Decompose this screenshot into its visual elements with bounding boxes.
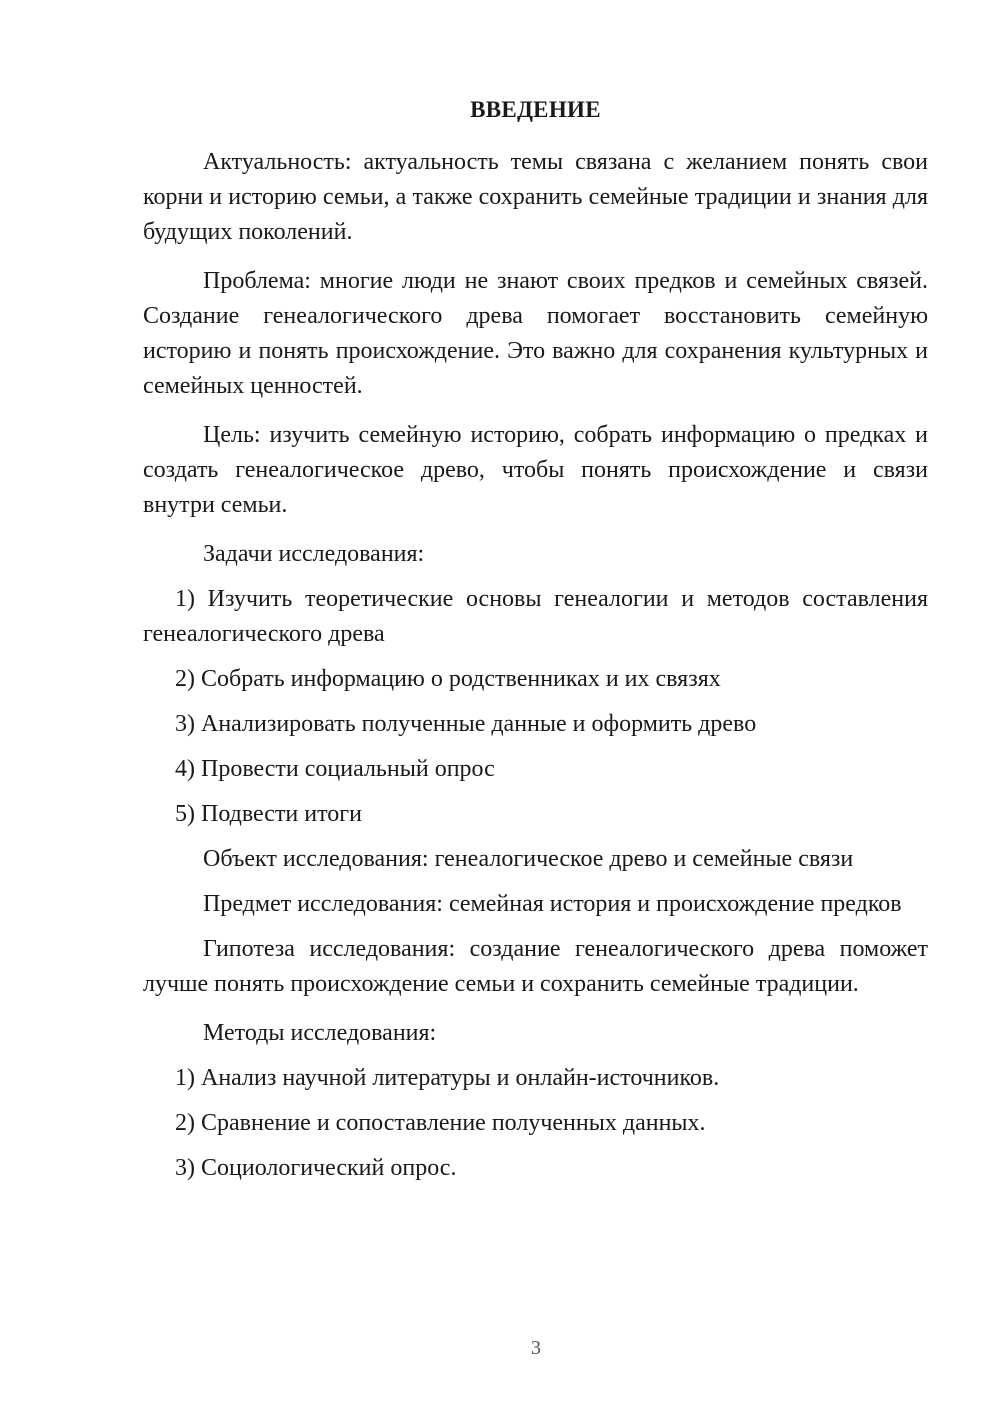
tasks-heading: Задачи исследования: <box>203 541 425 567</box>
task-item-5: 5) Подвести итоги <box>175 801 362 827</box>
method-item-2: 2) Сравнение и сопоставление полученных данных. <box>175 1110 706 1136</box>
relevance-paragraph: Актуальность: актуальность темы связана с желанием понять свои корни и историю семьи, а также сохранить семейные традиции и знания для будущих поколений. <box>143 149 928 245</box>
task-item-3: 3) Анализировать полученные данные и оформить древо <box>175 711 757 737</box>
object-paragraph: Объект исследования: генеалогическое древо и семейные связи <box>203 846 854 872</box>
task-item-2: 2) Собрать информацию о родственниках и их связях <box>175 666 721 692</box>
hypothesis-paragraph: Гипотеза исследования: создание генеалогического древа поможет лучше понять происхождение семьи и сохранить семейные традиции. <box>143 936 928 997</box>
section-title: ВВЕДЕНИЕ <box>470 97 601 122</box>
page-content <box>143 92 928 1196</box>
problem-paragraph: Проблема: многие люди не знают своих предков и семейных связей. Создание генеалогического древа помогает восстановить семейную историю и понять происхождение. Это важно для сохранения культурных и семейных ценностей. <box>143 268 928 399</box>
method-item-1: 1) Анализ научной литературы и онлайн-источников. <box>175 1065 720 1091</box>
method-item-3: 3) Социологический опрос. <box>175 1155 457 1181</box>
methods-heading: Методы исследования: <box>203 1020 437 1046</box>
task-item-4: 4) Провести социальный опрос <box>175 756 495 782</box>
task-item-1: 1) Изучить теоретические основы генеалогии и методов составления генеалогического древа <box>143 586 928 647</box>
page-number: 3 <box>531 1337 541 1359</box>
goal-paragraph: Цель: изучить семейную историю, собрать информацию о предках и создать генеалогическое древо, чтобы понять происхождение и связи внутри семьи. <box>143 422 928 518</box>
subject-paragraph: Предмет исследования: семейная история и происхождение предков <box>203 891 902 917</box>
